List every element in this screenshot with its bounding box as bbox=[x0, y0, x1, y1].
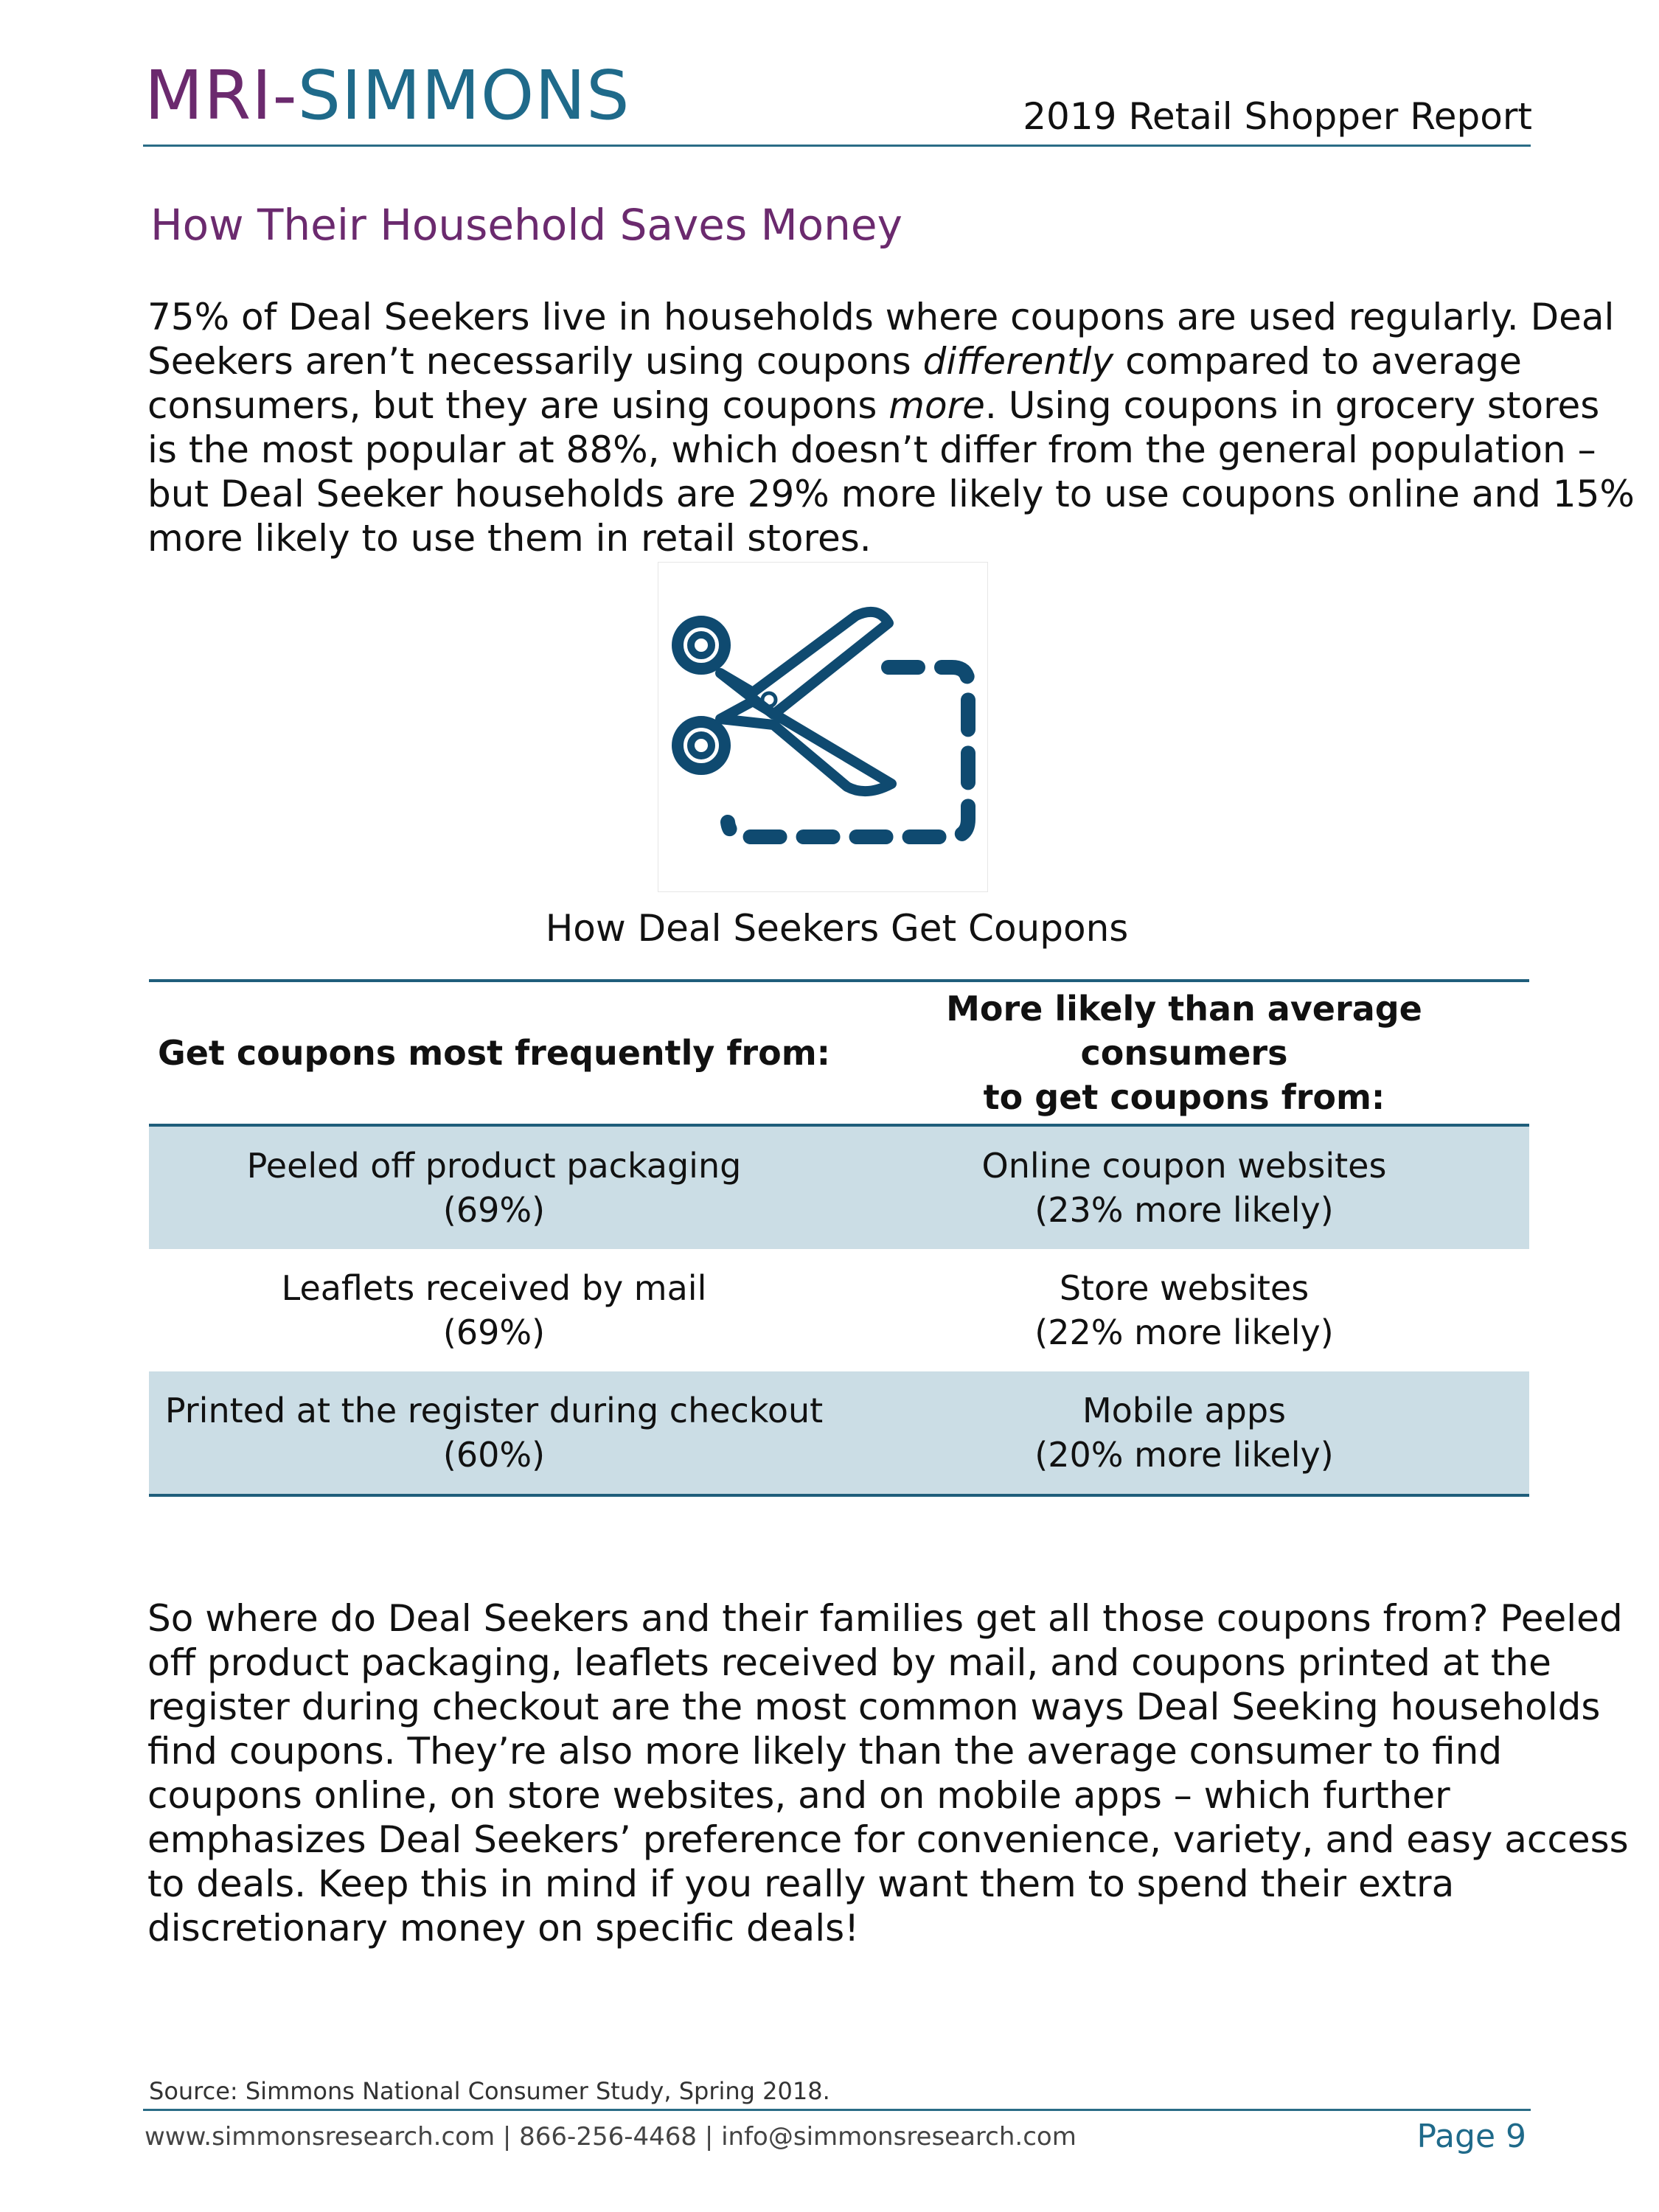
intro-line: is the most popular at 88%, which doesn’t differ from the general population – bbox=[147, 428, 1596, 471]
intro-text: compared to average bbox=[1113, 340, 1522, 383]
table-bottom-rule bbox=[149, 1494, 1529, 1497]
intro-line bbox=[147, 339, 1548, 383]
cell-value: (69%) bbox=[442, 1190, 546, 1230]
logo-simmons: SIMMONS bbox=[297, 56, 630, 135]
conclusion-paragraph bbox=[147, 1596, 1629, 1950]
intro-line: 75% of Deal Seekers live in households where coupons are used regularly. Deal bbox=[147, 296, 1615, 338]
conclusion-line: So where do Deal Seekers and their families get all those coupons from? Peeled bbox=[147, 1597, 1623, 1640]
intro-line bbox=[147, 383, 1600, 428]
cell-label: Online coupon websites bbox=[981, 1146, 1387, 1186]
conclusion-line: emphasizes Deal Seekers’ preference for convenience, variety, and easy access bbox=[147, 1818, 1629, 1861]
table-row bbox=[149, 1127, 1529, 1249]
header-right-text bbox=[839, 987, 1529, 1119]
table-header-row bbox=[149, 982, 1529, 1127]
header-left-text: Get coupons most frequently from: bbox=[157, 1033, 831, 1073]
header-right-line2: to get coupons from: bbox=[983, 1077, 1385, 1117]
conclusion-line: register during checkout are the most common ways Deal Seeking households bbox=[147, 1686, 1601, 1728]
cell-label: Leaflets received by mail bbox=[281, 1268, 707, 1308]
conclusion-line: to deals. Keep this in mind if you really want them to spend their extra bbox=[147, 1863, 1455, 1905]
cell-label: Mobile apps bbox=[1082, 1391, 1287, 1430]
intro-line: but Deal Seeker households are 29% more likely to use coupons online and 15% bbox=[147, 473, 1635, 515]
intro-emphasis: differently bbox=[922, 340, 1114, 383]
table-caption: How Deal Seekers Get Coupons bbox=[545, 907, 1129, 950]
table-header-right bbox=[839, 982, 1529, 1124]
intro-text: Seekers aren’t necessarily using coupons bbox=[147, 340, 923, 383]
section-title: How Their Household Saves Money bbox=[150, 200, 902, 250]
intro-line: more likely to use them in retail stores. bbox=[147, 517, 872, 560]
table-row bbox=[149, 1249, 1529, 1371]
conclusion-line: coupons online, on store websites, and on mobile apps – which further bbox=[147, 1774, 1450, 1817]
table-cell-right bbox=[839, 1371, 1529, 1494]
conclusion-line: discretionary money on specific deals! bbox=[147, 1907, 860, 1950]
table-row bbox=[149, 1371, 1529, 1494]
cell-value: (23% more likely) bbox=[1034, 1190, 1334, 1230]
intro-emphasis: more bbox=[888, 384, 985, 427]
brand-logo bbox=[145, 56, 630, 135]
page-number: Page 9 bbox=[1416, 2118, 1526, 2155]
table-cell-right bbox=[839, 1249, 1529, 1371]
coupon-source-table bbox=[149, 979, 1529, 1497]
intro-paragraph bbox=[147, 295, 1635, 560]
cell-label: Store websites bbox=[1059, 1268, 1310, 1308]
conclusion-line: off product packaging, leaflets received by mail, and coupons printed at the bbox=[147, 1641, 1551, 1684]
logo-dash: - bbox=[272, 56, 298, 135]
cell-label: Peeled off product packaging bbox=[246, 1146, 742, 1186]
intro-text: consumers, but they are using coupons bbox=[147, 384, 889, 427]
table-header-left bbox=[149, 982, 839, 1124]
logo-mri: MRI bbox=[145, 56, 273, 135]
table-cell-left bbox=[149, 1249, 839, 1371]
footer-divider bbox=[143, 2109, 1531, 2111]
intro-text: . Using coupons in grocery stores bbox=[984, 384, 1600, 427]
cell-value: (69%) bbox=[442, 1312, 546, 1352]
table-cell-right bbox=[839, 1127, 1529, 1249]
cell-value: (20% more likely) bbox=[1034, 1435, 1334, 1475]
report-title: 2019 Retail Shopper Report bbox=[1023, 95, 1532, 138]
conclusion-line: find coupons. They’re also more likely than the average consumer to find bbox=[147, 1730, 1503, 1773]
scissors-coupon-icon bbox=[658, 562, 988, 892]
source-note: Source: Simmons National Consumer Study, Spring 2018. bbox=[149, 2077, 830, 2105]
scissors-icon bbox=[658, 563, 987, 891]
table-cell-left bbox=[149, 1371, 839, 1494]
table-cell-left bbox=[149, 1127, 839, 1249]
cell-value: (60%) bbox=[442, 1435, 546, 1475]
cell-label: Printed at the register during checkout bbox=[164, 1391, 824, 1430]
contact-info: www.simmonsresearch.com | 866-256-4468 | info@simmonsresearch.com bbox=[145, 2122, 1077, 2152]
header-right-line1: More likely than average consumers bbox=[946, 989, 1422, 1073]
cell-value: (22% more likely) bbox=[1034, 1312, 1334, 1352]
header-divider bbox=[143, 145, 1531, 147]
